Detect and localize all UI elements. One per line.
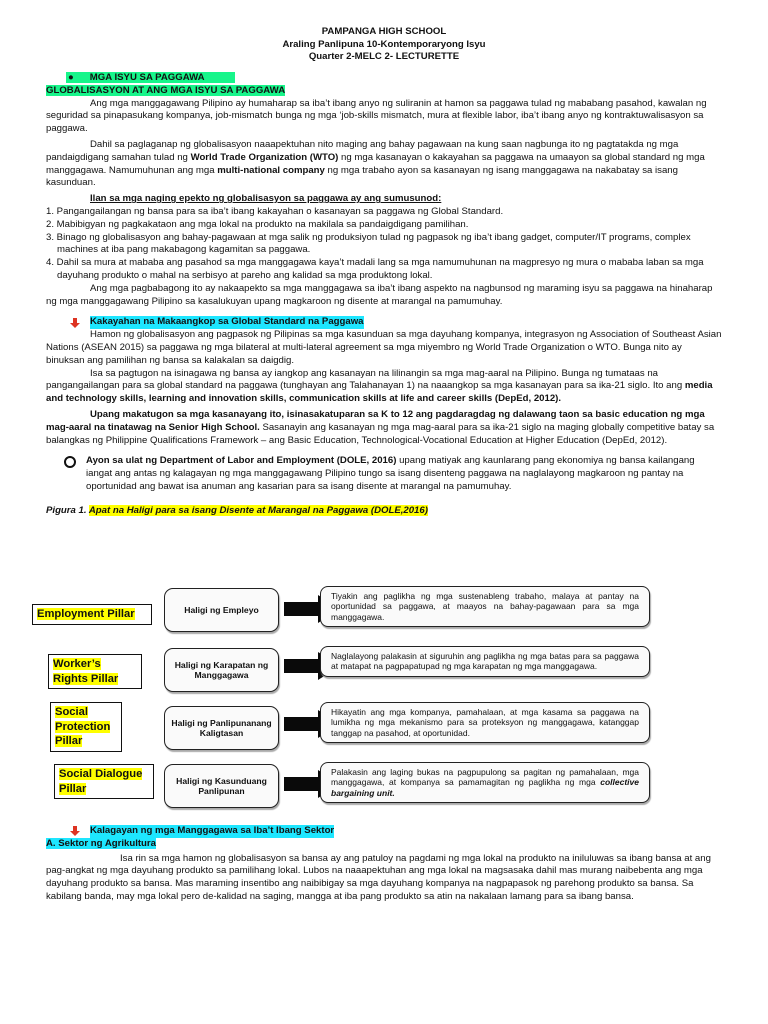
sektor-agrikultura-heading: A. Sektor ng Agrikultura (46, 837, 156, 849)
halig-karapatan: Haligi ng Karapatan ng Manggagawa (164, 648, 279, 692)
halig-kasunduan: Haligi ng Kasunduang Panlipunan (164, 764, 279, 808)
list-item: 3. Binago ng globalisasyon ang bahay-pagawaan at mga salik ng produksiyon tulad ng pagpasok ng iba’t ibang gadget, computer/IT programs, complex machines at iba pang makabagong kagamitan sa paggawa. (46, 231, 691, 256)
intro-paragraph-2: Dahil sa paglaganap ng globalisasyon naaapektuhan nito maging ang bahay pagawaan na kung saan nagbunga ito ng pagtatakda ng mga pandaigdigang samahan tulad ng World Trade Organization (WTO) ng mga kasanayan o kakayahan sa paggawa na umaayon sa global standard ng mga manggagawa. Namumuhunan ang mga multi-national company ng mga trabaho ayon sa kasanayan ng isang manggagawa na nakabatay sa isang (46, 138, 705, 176)
main-content (46, 72, 722, 518)
halig-kaligtasan: Haligi ng Panlipunanang Kaligtasan (164, 706, 279, 750)
kalagayan-heading: Kalagayan ng mga Manggagawa sa Iba’t Ibang Sektor (46, 825, 722, 838)
bullet-dot-icon: ● (68, 72, 90, 83)
bullet-heading (46, 72, 722, 85)
figure-caption: Pigura 1. Apat na Haligi para sa isang Disente at Marangal na Paggawa (DOLE,2016) (46, 504, 428, 516)
section-title: GLOBALISASYON AT ANG MGA ISYU SA PAGGAWA (46, 84, 286, 96)
pillars-diagram (28, 586, 640, 816)
intro-paragraph-3: Ang mga pagbabagong ito ay nakaapekto sa mga manggagawa sa iba’t ibang aspekto na nagbunsod ng maraming isyu sa paggawa na hinaharap ng mga manggagawang Pilipino sa kasalukuyan upang magkaroon ng disente at marangal na pamumuhay. (46, 282, 713, 307)
school-name: PAMPANGA HIGH SCHOOL (321, 26, 447, 37)
bullet-heading-text: MGA ISYU SA PAGGAWA (89, 72, 205, 83)
intro-paragraph-1: Ang mga manggagawang Pilipino ay humaharap sa iba’t ibang anyo ng suliranin at hamon sa paggawa tulad ng mababang pasahod, kawalan ng seguridad sa pinapasukang kompanya, job-mismatch bunga ng mga ‘job-skills mismatch, mura at flexible labor, iba’t ibang anyo ng kontraktuwalisasyon sa paggawa. (46, 97, 707, 135)
kakayahan-paragraph-3: Upang makatugon sa mga kasanayang ito, isinasakatuparan sa K to 12 ang pagdaragdag ng dalawang taon sa basic education ng mga mag-aaral na tinatawag na Senior High School. Sasanayin ang kasanayan ng mga mag-aaral para sa ika-21 siglo na maging globally competitive batay sa balangkas ng Philippine Qualifications Framework – ang Basic Education, Technological-Vocational Education at Higher Education (DepEd, 2012). (46, 408, 715, 446)
kakayahan-heading: Kakayahan na Makaangkop sa Global Standard na Paggawa (46, 316, 722, 329)
document-header (0, 26, 768, 64)
down-arrow-icon (70, 826, 80, 836)
dole-paragraph: Ayon sa ulat ng Department of Labor and Employment (DOLE, 2016) upang matiyak ang kaunlarang pang ekonomiya ng bansa kailangang iangat ang antas ng kalagayan ng mga manggagawang Pilipino tungo sa isang disenteng paggawa na naglalayong magkaroon ng pantay na oportunidad ang bawat isa anuman ang kasarian para sa isang disente at marangal na pamumuhay. (46, 455, 722, 493)
kakayahan-paragraph-2: Isa sa pagtugon na isinagawa ng bansa ay iangkop ang kasanayan na lilinangin sa mga mag-aaral na Pilipino. Bunga ng tumataas na pangangailangan para sa global standard na paggawa (tunghayan ang Talahanayan 1) na naaangkop sa mga kasanayan para sa ika-21 siglo. Ito ang media and technology skills, learning and innovation skills, communication skills at life and career skills (DepEd, 2012). (46, 367, 713, 405)
kalagayan-section (46, 825, 722, 904)
pillar-desc-social-dialogue: Palakasin ang laging bukas na pagpupulong sa pagitan ng pamahalaan, mga manggagawa, at kompanya sa pamamagitan ng paglikha ng mga collective bargaining unit. (320, 762, 650, 803)
kakayahan-paragraph-1: Hamon ng globalisasyon ang pagpasok ng Pilipinas sa mga kasunduan sa mga dayuhang kompanya, integrasyon ng Association of Southeast Asian Nations (ASEAN 2015) sa paggawa ng mga bilateral at multi-lateral agreement sa mga miyembro ng World Trade Organization o WTO. Bunga nito ay binuksan ang pamilihan ng bansa sa kalakalan sa daigdig. (46, 329, 722, 366)
effects-list (46, 206, 722, 283)
quarter-title: Quarter 2-MELC 2- LECTURETTE (308, 51, 460, 62)
list-item: 2. Mabibigyan ng pagkakataon ang mga lokal na produkto na makilala sa pandaigdigang pamilihan. (46, 218, 469, 230)
pillar-desc-workers-rights: Naglalayong palakasin at siguruhin ang paglikha ng mga batas para sa paggawa at matapat na pagpapatupad ng mga karapatan ng mga manggagawa. (320, 646, 650, 677)
effects-heading: Ilan sa mga naging epekto ng globalisasyon sa paggawa ay ang sumusunod: (90, 193, 442, 205)
pillar-label-social-dialogue: Social Dialogue Pillar (54, 764, 154, 799)
pillar-desc-social-protection: Hikayatin ang mga kompanya, pamahalaan, at mga kasama sa paggawa na lumikha ng mga mekanismo para sa proteksyon ng manggagawa, katanggap tanggap na pasahod, at oportunidad. (320, 702, 650, 743)
subject-title: Araling Panlipuna 10-Kontemporaryong Isyu (282, 38, 486, 50)
halig-empleyo: Haligi ng Empleyo (164, 588, 279, 632)
circle-bullet-icon (64, 456, 76, 468)
intro-paragraph-2-end: kasunduan. (46, 177, 96, 189)
pillar-desc-employment: Tiyakin ang paglikha ng mga sustenableng trabaho, malaya at pantay na oportunidad sa paggawa, at maayos na bahay-pagawaan para sa mga manggagawa. (320, 586, 650, 627)
pillar-label-employment: Employment Pillar (32, 604, 152, 625)
list-item: 4. Dahil sa mura at mababa ang pasahod sa mga manggagawa kaya’t madali lang sa mga namumuhunan na magpresyo ng mura o mababa laban sa mga dayuhang produkto o mahal na serbisyo at pareho ang kalidad sa mga produktong lokal. (46, 257, 704, 281)
pillar-label-social-protection: Social Protection Pillar (50, 702, 122, 752)
pillar-label-workers-rights: Worker’s Rights Pillar (48, 654, 142, 689)
down-arrow-icon (70, 318, 80, 328)
agrikultura-paragraph: Isa rin sa mga hamon ng globalisasyon sa bansa ay ang patuloy na pagdami ng mga lokal na produkto na iniluluwas sa ibang bansa at ang pag-angkat ng mga dayuhang produkto sa pamilihang lokal. Lubos na naaapektuhan ang mga lokal na magsasaka dahil mas murang naibebenta ang mga dayuhang produkto sa bansa. Mas maraming insentibo ang naibibigay sa mga dayuhang kompanya na nagpapasok ng parehong produkto sa bansa. Sa kabilang banda, may mga lokal pero de-kalidad na saging, mangga at iba pang produkto sa atin na nakalaan lamang para sa ibang bansa. (46, 852, 711, 902)
list-item: 1. Pangangailangan ng bansa para sa iba’t ibang kakayahan o kasanayan sa paggawa ng Global Standard. (46, 205, 504, 217)
